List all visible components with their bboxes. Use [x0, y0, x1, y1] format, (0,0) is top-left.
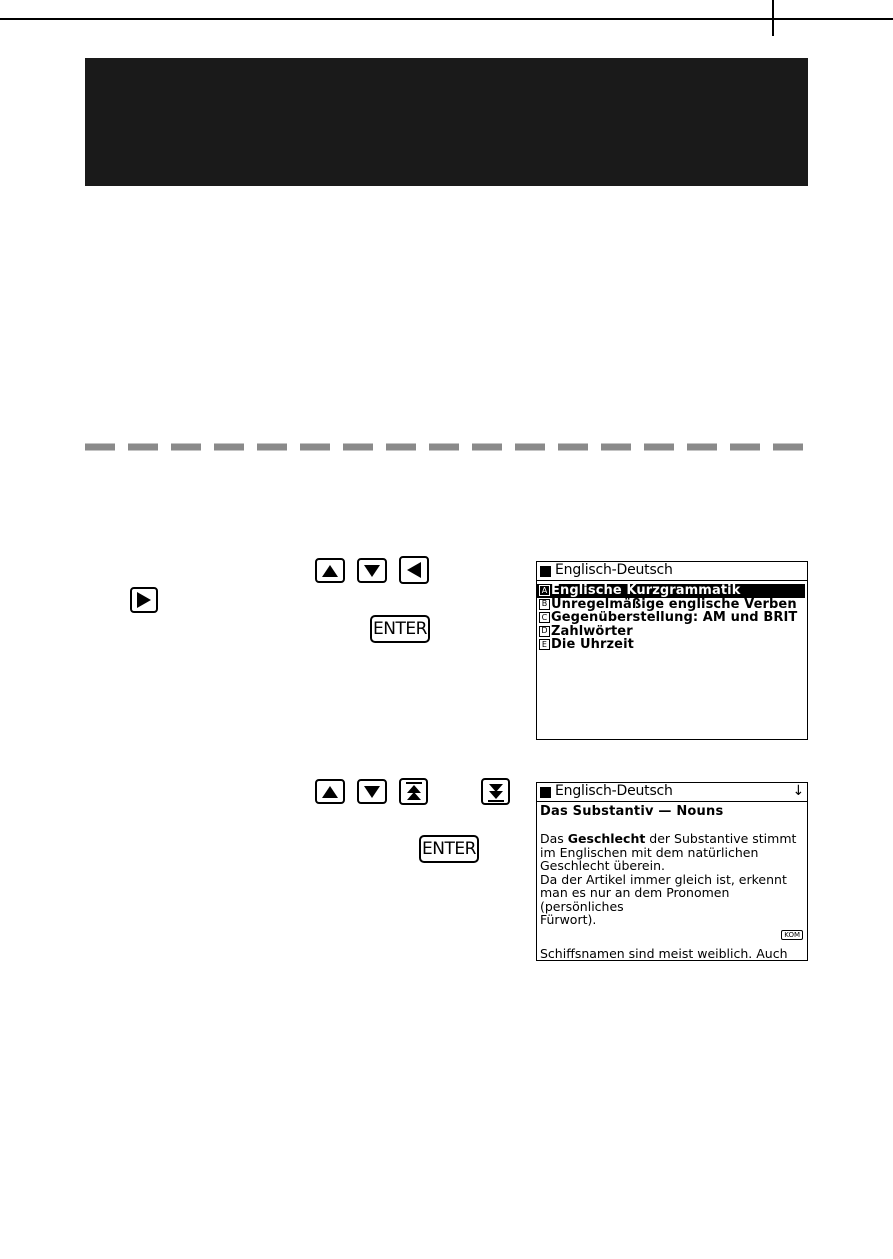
text-line-last: Schiffsnamen sind meist weiblich. Auch: [540, 945, 788, 961]
menu-item-e[interactable]: [537, 638, 807, 652]
text-line: im Englischen mit dem natürlichen: [540, 844, 759, 860]
text-run: der Substantive stimmt: [645, 831, 797, 846]
article-text: [537, 832, 807, 927]
screen-title-bar: [537, 562, 807, 581]
scroll-down-icon: ↓: [792, 783, 804, 800]
menu-item-label: Englische Kurzgrammatik: [551, 583, 741, 598]
crop-mark: [772, 0, 774, 36]
menu-item-label: Gegenüberstellung: AM und BRIT: [551, 610, 798, 625]
title-band: [85, 58, 808, 186]
dashed-divider: [85, 443, 808, 451]
text-line: Geschlecht überein.: [540, 858, 665, 873]
down-arrow-icon: [363, 785, 381, 799]
page-up-key[interactable]: [399, 778, 428, 805]
down-arrow-icon: [363, 564, 381, 578]
menu-item-label: Zahlwörter: [551, 623, 633, 639]
letter-d-icon: D: [539, 626, 550, 637]
screen-title: Englisch-Deutsch: [555, 783, 673, 800]
down-arrow-key[interactable]: [357, 558, 387, 583]
text-line: Da der Artikel immer gleich ist, erkennt: [540, 871, 787, 887]
down-arrow-key[interactable]: [357, 779, 387, 804]
article-heading: Das Substantiv — Nouns: [540, 804, 724, 819]
menu-item-label: Die Uhrzeit: [551, 637, 634, 652]
text-run: Das: [540, 831, 568, 846]
kom-badge[interactable]: KOM: [781, 930, 803, 940]
menu-item-c[interactable]: [537, 611, 807, 625]
screen-title-bar: [537, 783, 807, 802]
right-arrow-icon: [136, 591, 152, 609]
menu-list: [537, 581, 807, 652]
square-icon: [540, 787, 551, 798]
up-arrow-icon: [321, 564, 339, 578]
device-screen-menu: [536, 561, 808, 740]
device-screen-article: [536, 782, 808, 961]
kom-row: [537, 927, 807, 941]
letter-e-icon: E: [539, 639, 550, 650]
enter-key[interactable]: ENTER: [370, 615, 430, 643]
right-arrow-key[interactable]: [130, 587, 158, 613]
letter-c-icon: C: [539, 612, 550, 623]
text-line: man es nur an dem Pronomen (persönliches: [540, 885, 730, 914]
up-arrow-key[interactable]: [315, 779, 345, 804]
up-arrow-key[interactable]: [315, 558, 345, 583]
page-down-icon: [487, 781, 505, 803]
letter-a-icon: A: [539, 585, 550, 596]
top-rule: [0, 18, 893, 20]
page-up-icon: [405, 781, 423, 803]
menu-item-d[interactable]: [537, 625, 807, 639]
left-arrow-icon: [406, 561, 422, 579]
text-run-bold: Geschlecht: [567, 831, 646, 846]
up-arrow-icon: [321, 785, 339, 799]
text-line: Fürwort).: [540, 912, 597, 927]
menu-item-label: Unregelmäßige englische Verben: [551, 596, 797, 612]
page-down-key[interactable]: [481, 778, 510, 805]
menu-item-b[interactable]: [537, 598, 807, 612]
square-icon: [540, 566, 551, 577]
letter-b-icon: B: [539, 599, 550, 610]
left-arrow-key[interactable]: [399, 556, 429, 584]
menu-item-a[interactable]: [537, 584, 805, 598]
enter-key[interactable]: ENTER: [419, 835, 479, 863]
screen-title: Englisch-Deutsch: [555, 562, 673, 579]
